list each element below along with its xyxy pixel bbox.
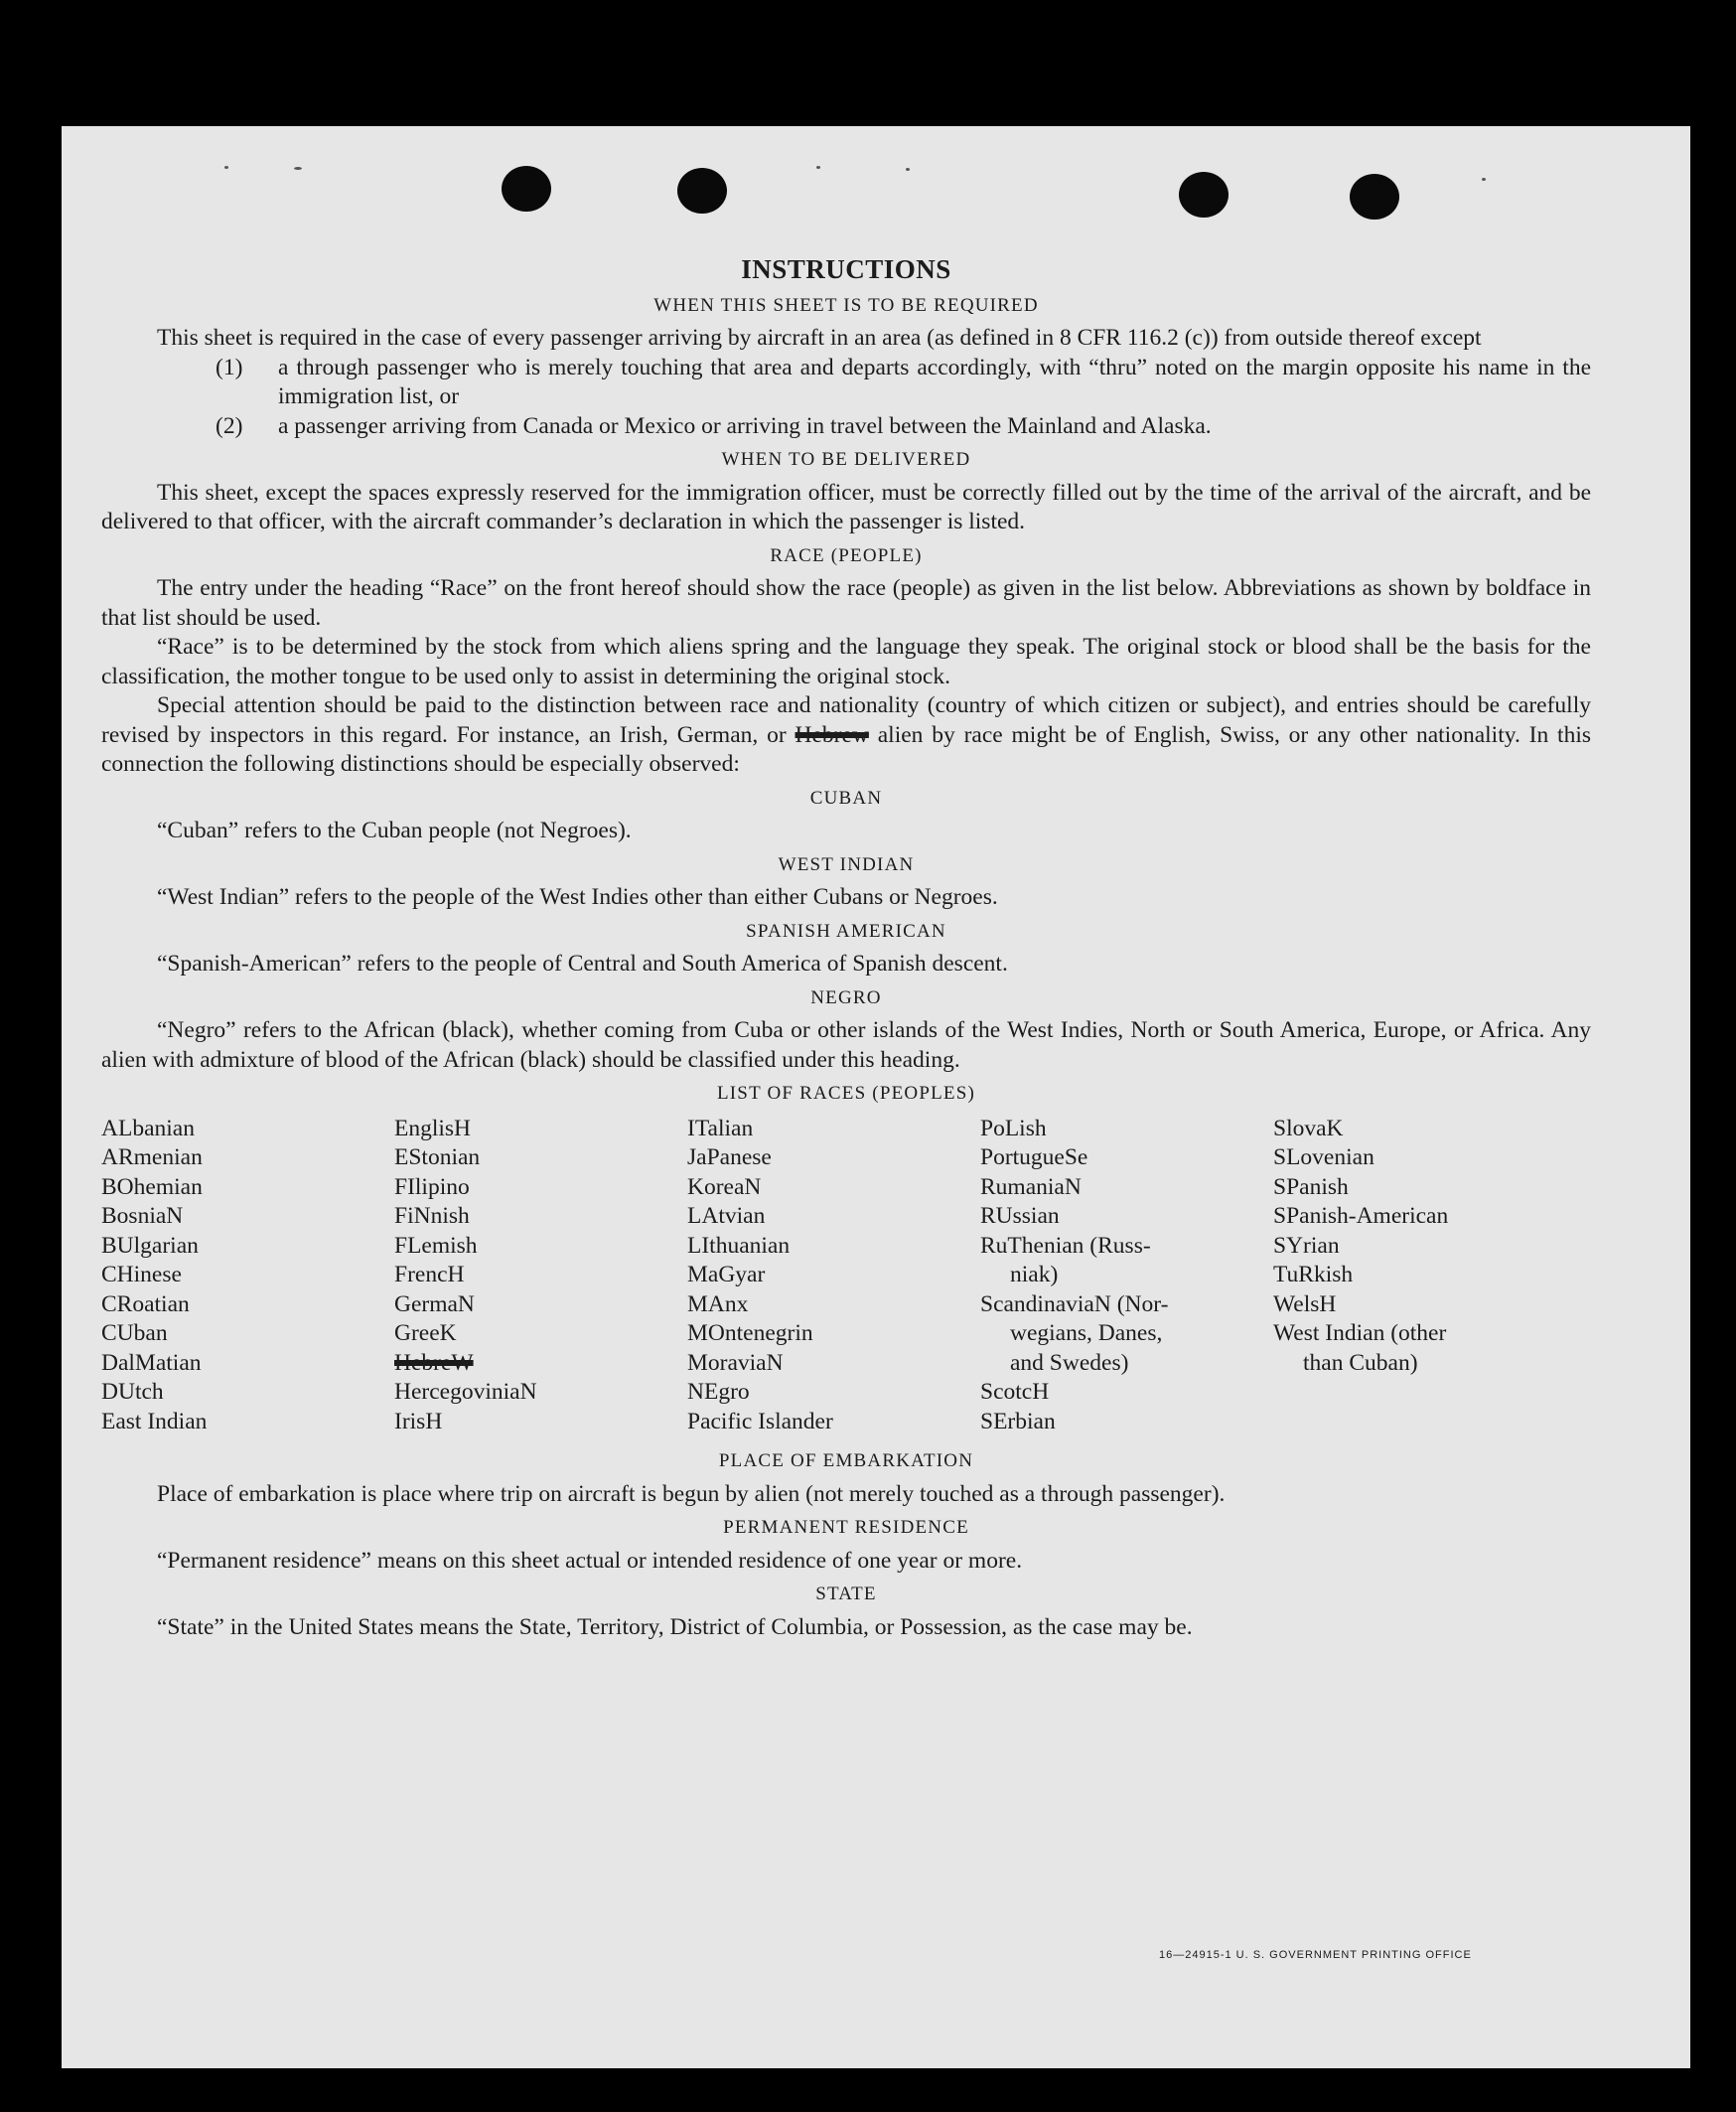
race-entry: NEgro xyxy=(687,1379,750,1405)
race-column-4 xyxy=(980,1115,1273,1437)
race-entry: IrisH xyxy=(394,1408,443,1434)
race-entry: ScotcH xyxy=(980,1379,1050,1405)
race-entry: MoraviaN xyxy=(687,1349,784,1376)
race-entry: BosniaN xyxy=(101,1203,184,1229)
page-title: INSTRUCTIONS xyxy=(741,254,951,284)
race-entry: MaGyar xyxy=(687,1262,766,1287)
struck-word: Hebrew xyxy=(795,721,869,748)
race-paragraph-2: “Race” is to be determined by the stock from which aliens spring and the language they speak. The original stock or blood shall be the basis for the classification, the mother tongue to be used only to assist in determining the original stock. xyxy=(101,634,1591,689)
punch-hole xyxy=(1179,172,1229,218)
spanish-american-text: “Spanish-American” refers to the people of Central and South America of Spanish descent. xyxy=(157,951,1008,977)
exception-item xyxy=(101,412,1591,442)
race-entry: PortugueSe xyxy=(980,1144,1088,1170)
exception-text: a passenger arriving from Canada or Mexico or arriving in travel between the Mainland and Alaska. xyxy=(278,412,1212,439)
race-entry: CRoatian xyxy=(101,1290,190,1317)
race-entry: CHinese xyxy=(101,1262,182,1287)
race-entry: West Indian (other xyxy=(1273,1320,1447,1346)
negro-text: “Negro” refers to the African (black), whether coming from Cuba or other islands of the West Indies, North or South America, Europe, or Africa. Any alien with admixture of blood of the African (black) should be classified under this heading. xyxy=(101,1017,1591,1073)
race-entry: TuRkish xyxy=(1273,1262,1354,1287)
race-entry: SErbian xyxy=(980,1408,1056,1434)
race-entry: EStonian xyxy=(394,1144,481,1170)
race-paragraph-3 xyxy=(101,691,1591,780)
exception-number: (1) xyxy=(216,354,243,380)
document-sheet xyxy=(62,126,1690,2068)
punch-hole xyxy=(502,166,551,212)
race-entry: LIthuanian xyxy=(687,1232,791,1259)
exception-text: a through passenger who is merely touching that area and departs accordingly, with “thru” noted on the margin opposite his name in the immigration list, or xyxy=(278,354,1591,409)
exception-item xyxy=(101,354,1591,412)
race-entry: BOhemian xyxy=(101,1173,203,1200)
race-column-3 xyxy=(687,1115,980,1437)
punch-hole xyxy=(677,168,727,214)
printing-office-code: 16—24915-1 U. S. GOVERNMENT PRINTING OFFICE xyxy=(1159,1949,1472,1961)
race-entry: SPanish-American xyxy=(1273,1203,1449,1229)
heading-embarkation: PLACE OF EMBARKATION xyxy=(718,1450,974,1471)
heading-list-of-races: LIST OF RACES (PEOPLES) xyxy=(716,1083,976,1104)
race-entry: FIlipino xyxy=(394,1173,470,1200)
race-paragraph-3-start: Special attention should be paid to the distinction between race and nationality (country of which citizen or subject), and entries should be carefully revised by inspectors in this regard. For instance, an Irish, German, or xyxy=(101,692,1591,748)
race-entry: HercegoviniaN xyxy=(394,1379,537,1405)
when-required-intro: This sheet is required in the case of every passenger arriving by aircraft in an area (as defined in 8 CFR 116.2 (c)) from outside thereof except xyxy=(157,325,1482,351)
race-entry: Pacific Islander xyxy=(687,1408,833,1434)
speck xyxy=(816,166,820,169)
race-entry: FLemish xyxy=(394,1232,478,1259)
race-column-2 xyxy=(394,1115,687,1437)
race-entry: FiNnish xyxy=(394,1203,470,1229)
race-entry: PoLish xyxy=(980,1115,1047,1141)
race-entry: LAtvian xyxy=(687,1203,766,1229)
race-entry: EnglisH xyxy=(394,1115,472,1141)
heading-negro: NEGRO xyxy=(810,986,882,1008)
race-entry: MOntenegrin xyxy=(687,1320,813,1346)
race-entry-continuation: than Cuban) xyxy=(1303,1349,1418,1376)
race-entry: GermaN xyxy=(394,1290,475,1317)
when-delivered-text: This sheet, except the spaces expressly reserved for the immigration officer, must be correctly filled out by the time of the arrival of the aircraft, and be delivered to that officer, with the aircraft commander’s declaration in which the passenger is listed. xyxy=(101,479,1591,534)
heading-race: RACE (PEOPLE) xyxy=(770,544,923,566)
race-entry: KoreaN xyxy=(687,1173,762,1200)
speck xyxy=(1482,178,1486,181)
heading-spanish-american: SPANISH AMERICAN xyxy=(746,920,946,942)
race-entry: CUban xyxy=(101,1320,168,1346)
race-paragraph-1: The entry under the heading “Race” on the front hereof should show the race (people) as given in the list below. Abbreviations as shown by boldface in that list should be used. xyxy=(101,575,1591,631)
race-entry: SlovaK xyxy=(1273,1115,1344,1141)
race-entry: FrencH xyxy=(394,1262,465,1287)
heading-when-required: WHEN THIS SHEET IS TO BE REQUIRED xyxy=(653,294,1039,316)
punch-hole xyxy=(1350,174,1399,220)
race-entry-continuation: and Swedes) xyxy=(1010,1349,1129,1376)
race-entry: RUssian xyxy=(980,1203,1060,1229)
speck xyxy=(224,166,228,169)
race-entry: DalMatian xyxy=(101,1349,202,1376)
race-entry: RuThenian (Russ- xyxy=(980,1232,1151,1259)
race-column-1 xyxy=(101,1115,394,1437)
state-text: “State” in the United States means the State, Territory, District of Columbia, or Possession, as the case may be. xyxy=(157,1613,1193,1640)
race-column-5 xyxy=(1273,1115,1566,1437)
race-entry: MAnx xyxy=(687,1290,749,1317)
race-entry: WelsH xyxy=(1273,1290,1337,1317)
embarkation-text: Place of embarkation is place where trip on aircraft is begun by alien (not merely touched as a through passenger). xyxy=(157,1480,1226,1507)
speck xyxy=(906,168,910,171)
cuban-text: “Cuban” refers to the Cuban people (not Negroes). xyxy=(157,818,632,843)
heading-cuban: CUBAN xyxy=(809,787,883,809)
race-entry-struck: HebreW xyxy=(394,1349,474,1376)
residence-text: “Permanent residence” means on this sheet actual or intended residence of one year or more. xyxy=(157,1547,1023,1574)
race-entry: BUlgarian xyxy=(101,1232,199,1259)
race-entry: SLovenian xyxy=(1273,1144,1374,1170)
heading-west-indian: WEST INDIAN xyxy=(778,853,915,875)
race-entry: GreeK xyxy=(394,1320,457,1346)
exception-number: (2) xyxy=(216,412,243,439)
heading-permanent-residence: PERMANENT RESIDENCE xyxy=(723,1517,969,1538)
race-entry: RumaniaN xyxy=(980,1173,1082,1200)
instructions-body xyxy=(101,255,1591,1642)
race-entry: JaPanese xyxy=(687,1144,772,1170)
heading-state: STATE xyxy=(815,1584,877,1604)
race-entry: ARmenian xyxy=(101,1144,203,1170)
race-paragraph-3-end: alien by race might be of English, Swiss, or any other nationality. In this connection the following distinctions should be especially observed: xyxy=(101,721,1592,777)
race-entry-continuation: niak) xyxy=(1010,1262,1059,1287)
speck xyxy=(294,167,302,170)
race-entry: SPanish xyxy=(1273,1173,1349,1200)
race-list xyxy=(101,1115,1591,1437)
race-entry: ITalian xyxy=(687,1115,754,1141)
race-entry: SYrian xyxy=(1273,1232,1340,1259)
race-entry: DUtch xyxy=(101,1379,164,1405)
west-indian-text: “West Indian” refers to the people of the West Indies other than either Cubans or Negroes. xyxy=(157,884,998,910)
race-entry-continuation: wegians, Danes, xyxy=(1010,1320,1163,1346)
race-entry: East Indian xyxy=(101,1408,208,1434)
heading-when-delivered: WHEN TO BE DELIVERED xyxy=(721,449,971,470)
race-entry: ALbanian xyxy=(101,1115,195,1141)
race-entry: ScandinaviaN (Nor- xyxy=(980,1290,1169,1317)
